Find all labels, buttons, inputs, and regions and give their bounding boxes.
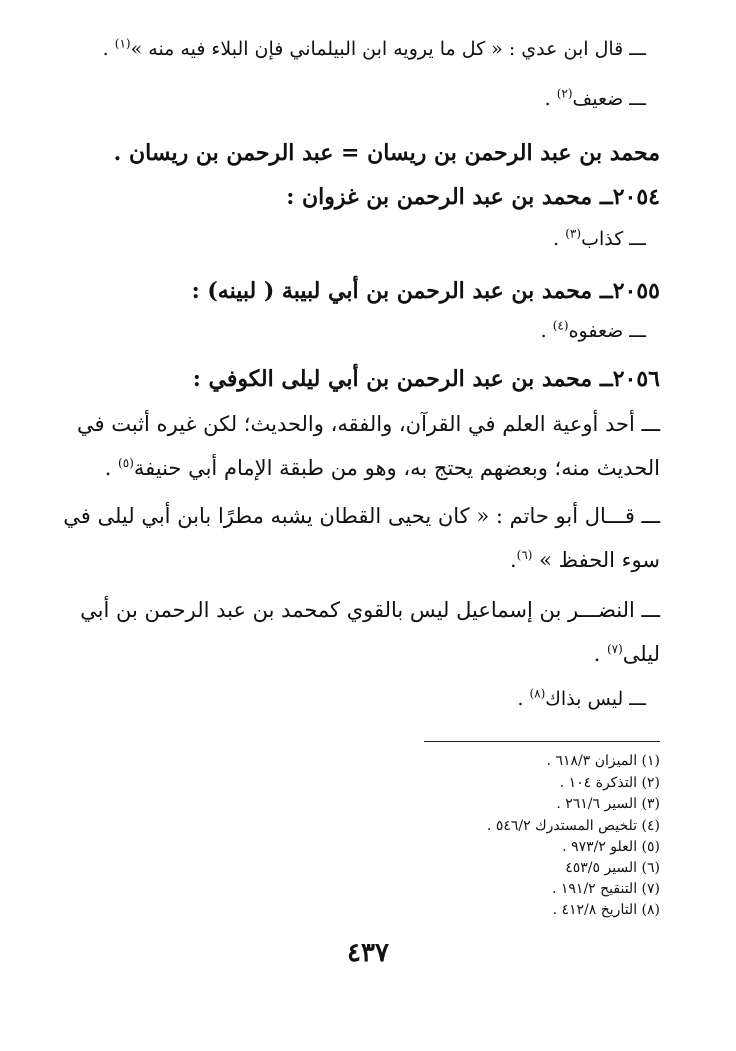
body-text: ـــ كذاب xyxy=(581,228,646,250)
footnote-marker: (٨) xyxy=(529,686,546,701)
body-text: ـــ أحد أوعية العلم في القرآن، والفقه، والحديث؛ لكن غيره أثبت في xyxy=(77,412,660,436)
page-number: ٤٣٧ xyxy=(347,938,389,968)
footnote-marker: (٥) xyxy=(118,456,134,470)
entry-2055-heading xyxy=(96,278,660,304)
footnote-7: (٧) التنقيح ١٩١/٢ . xyxy=(551,881,660,897)
body-text: ليلى xyxy=(622,642,660,666)
grade-daafuhu xyxy=(96,320,646,343)
body-tail: . xyxy=(544,88,557,110)
body-text: ـــ النضـــر بن إسماعيل ليس بالقوي كمحمد بن عبد الرحمن بن أبي xyxy=(80,598,660,622)
footnote-marker: (١) xyxy=(114,36,131,51)
body-text: الحديث منه؛ وبعضهم يحتج به، وهو من طبقة الإمام أبي حنيفة xyxy=(133,456,660,480)
footnote-divider xyxy=(424,741,660,742)
footnote-marker: (٦) xyxy=(516,548,533,562)
footnote-1: (١) الميزان ٦١٨/٣ . xyxy=(546,753,660,769)
grade-laysa-bidhak xyxy=(96,688,646,711)
cross-reference-heading xyxy=(96,140,660,166)
grade-kadhdhab xyxy=(96,228,646,251)
footnote-marker: (٧) xyxy=(606,642,623,656)
footnote-3: (٣) السير ٢٦١/٦ . xyxy=(556,796,660,812)
body-tail: . xyxy=(517,688,530,710)
entry-2056-heading xyxy=(96,366,660,392)
body-text: ـــ قال ابن عدي : « كل ما يرويه ابن البيلماني فإن البلاء فيه منه » xyxy=(130,38,646,60)
footnote-marker: (٣) xyxy=(565,226,582,241)
quote-abu-hatim-line-2 xyxy=(96,548,660,573)
footnote-marker: (٢) xyxy=(556,86,573,101)
paragraph-line-1 xyxy=(77,412,660,437)
body-text: ـــ ضعيف xyxy=(572,88,646,110)
footnote-marker: (٤) xyxy=(552,318,569,333)
body-text: ـــ ضعفوه xyxy=(568,320,646,342)
body-tail: . xyxy=(553,228,566,250)
paragraph-line-2 xyxy=(96,456,660,481)
quote-abu-hatim-line-1 xyxy=(63,504,660,529)
body-text: ٢٠٥٦ــ محمد بن عبد الرحمن بن أبي ليلى الكوفي : xyxy=(192,366,660,392)
body-text: ٢٠٥٥ــ محمد بن عبد الرحمن بن أبي لبيبة ( لبينه) : xyxy=(191,278,660,304)
footnote-4: (٤) تلخيص المستدرك ٥٤٦/٢ . xyxy=(486,818,660,834)
footnote-5: (٥) العلو ٩٧٣/٢ . xyxy=(562,839,660,855)
nadr-line-2 xyxy=(96,642,660,667)
footnote-2: (٢) التذكرة ١٠٤ . xyxy=(559,775,660,791)
body-text: ـــ ليس بذاك xyxy=(545,688,646,710)
footnote-6: (٦) السير ٤٥٣/٥ xyxy=(565,860,660,876)
body-tail: . xyxy=(593,642,607,666)
body-text: ٢٠٥٤ــ محمد بن عبد الرحمن بن غزوان : xyxy=(286,184,660,210)
body-tail: . xyxy=(540,320,553,342)
body-tail: . xyxy=(104,456,119,480)
body-text: سوء الحفظ » xyxy=(532,548,660,572)
nadr-line-1 xyxy=(80,598,660,623)
body-text: محمد بن عبد الرحمن بن ريسان = عبد الرحمن بن ريسان . xyxy=(113,140,660,166)
body-text: ـــ قـــال أبو حاتم : « كان يحيى القطان يشبه مطرًا بابن أبي ليلى في xyxy=(63,504,660,528)
body-tail: . xyxy=(509,548,517,572)
body-tail: . xyxy=(102,38,115,60)
entry-2054-heading xyxy=(96,184,660,210)
footnote-8: (٨) التاريخ ٤١٢/٨ . xyxy=(552,902,660,918)
quote-ibn-adi xyxy=(96,38,646,61)
grade-daif xyxy=(96,88,646,111)
